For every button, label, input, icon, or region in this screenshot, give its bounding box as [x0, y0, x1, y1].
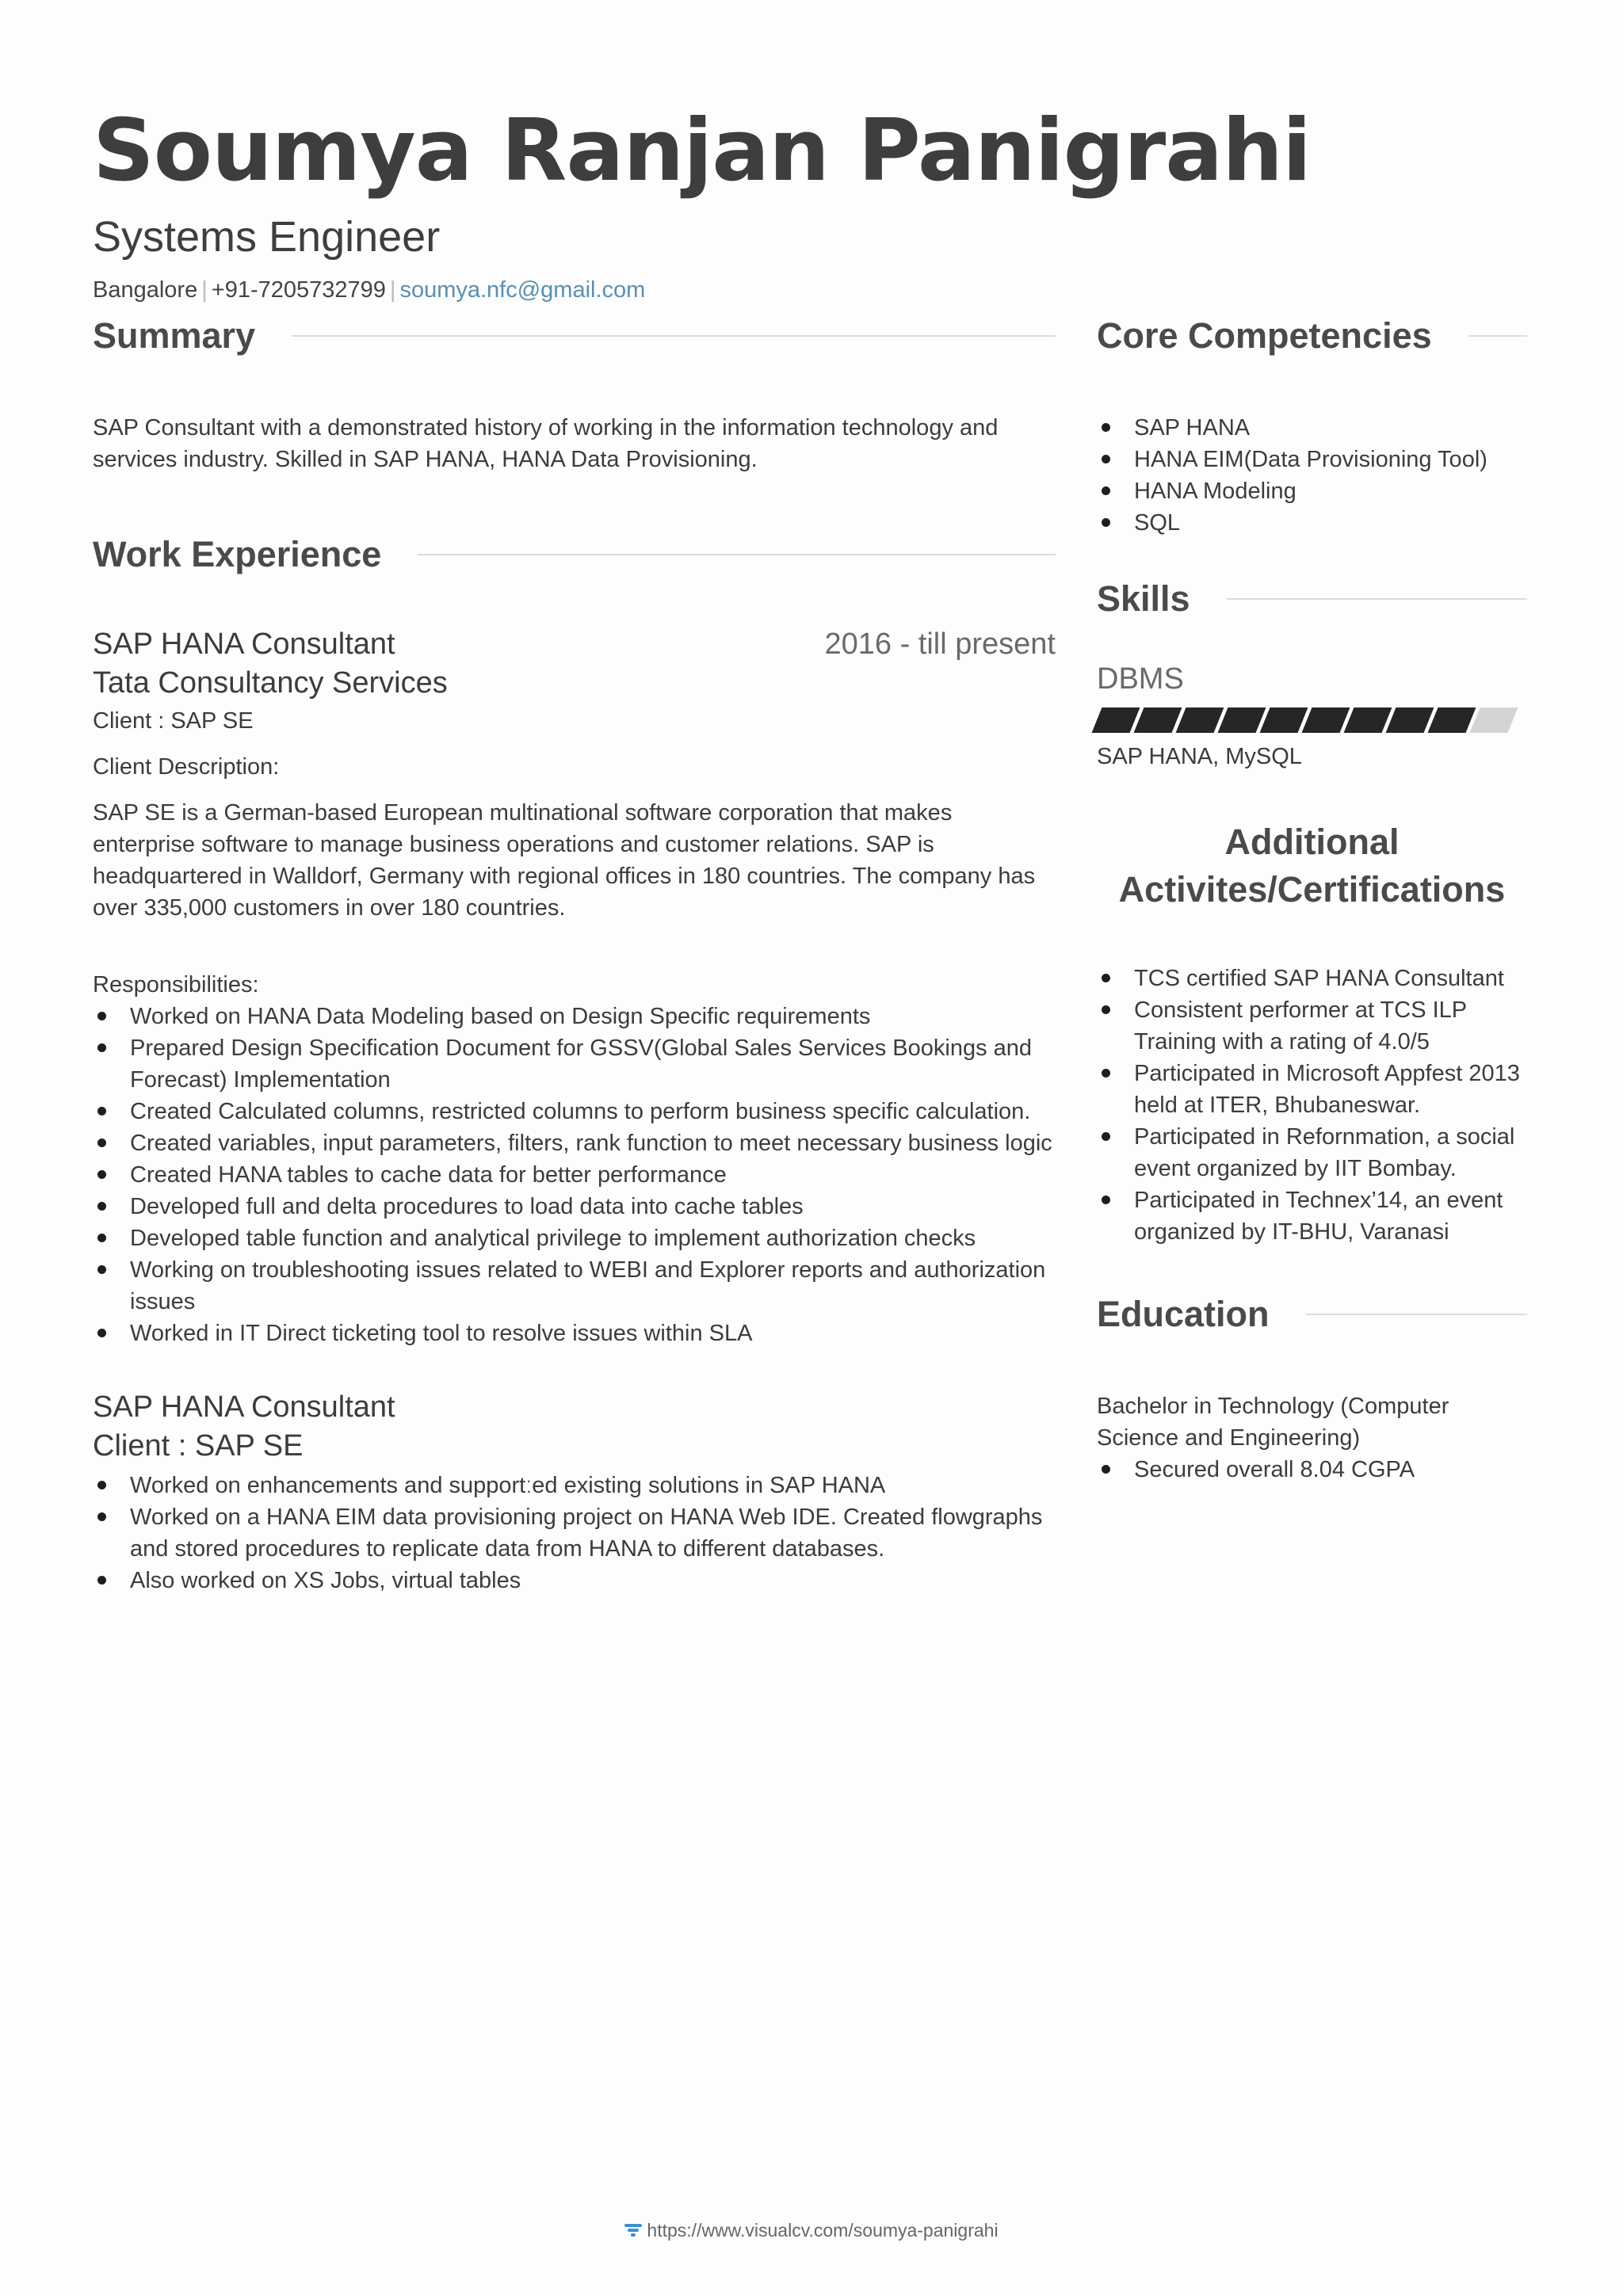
responsibilities-list: [93, 1001, 1056, 1349]
responsibilities-list: [93, 1470, 1056, 1596]
skills-section-header: [1097, 574, 1527, 624]
company-name: Tata Consultancy Services: [93, 666, 448, 700]
main-column: [93, 311, 1056, 1596]
client-description: SAP SE is a German-based European multinational software corporation that makes enterprise software to manage business operations and customer relations. SAP is headquartered in Walldorf, Germany with regional offices in 180 countries. The company has over 335,000 customers in over 180 countries.: [93, 800, 1036, 921]
profile-url-link[interactable]: https://www.visualcv.com/soumya-panigrahi: [647, 2220, 999, 2241]
job-entry: [93, 1390, 1056, 1596]
visualcv-logo-icon: [624, 2221, 642, 2242]
responsibilities-label: Responsibilities:: [93, 972, 259, 997]
company-name: Client : SAP SE: [93, 1429, 304, 1463]
list-item: Also worked on XS Jobs, virtual tables: [93, 1565, 1056, 1596]
job-entry: [93, 627, 1056, 1349]
list-item: Created HANA tables to cache data for better performance: [93, 1159, 1056, 1191]
list-item: SQL: [1097, 507, 1527, 539]
skill-level-bar: [1097, 707, 1527, 733]
activities-heading-line1: Additional: [1224, 822, 1400, 862]
separator: |: [201, 277, 208, 303]
skill-entry: [1097, 662, 1527, 772]
email-link[interactable]: soumya.nfc@gmail.com: [399, 277, 646, 303]
skill-segment-filled: [1386, 707, 1434, 733]
list-item: Worked in IT Direct ticketing tool to resolve issues within SLA: [93, 1318, 1056, 1349]
list-item: Created Calculated columns, restricted columns to perform business specific calculation.: [93, 1096, 1056, 1127]
list-item: Prepared Design Specification Document for GSSV(Global Sales Services Bookings and Forecast) Implementation: [93, 1032, 1056, 1096]
list-item: Developed full and delta procedures to load data into cache tables: [93, 1191, 1056, 1222]
list-item: HANA EIM(Data Provisioning Tool): [1097, 444, 1527, 475]
degree: Bachelor in Technology (Computer Science and Engineering): [1097, 1394, 1449, 1451]
list-item: Participated in Refornmation, a social event organized by IIT Bombay.: [1097, 1121, 1527, 1184]
summary-heading: Summary: [93, 315, 256, 356]
list-item: Worked on HANA Data Modeling based on Design Specific requirements: [93, 1001, 1056, 1032]
summary-text: SAP Consultant with a demonstrated history of working in the information technology and services industry. Skilled in SAP HANA, HANA Data Provisioning.: [93, 415, 999, 472]
section-divider: [1468, 335, 1527, 337]
skill-segment-filled: [1134, 707, 1182, 733]
skills-heading: Skills: [1097, 578, 1190, 619]
work-heading: Work Experience: [93, 534, 382, 574]
education-heading: Education: [1097, 1294, 1270, 1334]
list-item: Created variables, input parameters, filters, rank function to meet necessary business logic: [93, 1127, 1056, 1159]
list-item: Developed table function and analytical privilege to implement authorization checks: [93, 1222, 1056, 1254]
section-divider: [418, 554, 1056, 555]
list-item: Participated in Microsoft Appfest 2013 held at ITER, Bhubaneswar.: [1097, 1058, 1527, 1121]
competencies-heading: Core Competencies: [1097, 315, 1432, 356]
activities-list: [1097, 963, 1527, 1248]
job-title: SAP HANA Consultant: [93, 627, 395, 661]
skill-segment-filled: [1218, 707, 1266, 733]
work-section-header: [93, 529, 1056, 580]
location: Bangalore: [93, 277, 198, 303]
education-list: [1097, 1454, 1527, 1486]
list-item: SAP HANA: [1097, 412, 1527, 444]
skill-name: DBMS: [1097, 662, 1184, 696]
section-divider: [292, 335, 1056, 337]
sidebar-column: [1097, 311, 1527, 1486]
summary-section-header: [93, 311, 1056, 361]
competencies-section-header: [1097, 311, 1527, 361]
skill-segment-empty: [1470, 707, 1518, 733]
competencies-list: [1097, 412, 1527, 539]
section-divider: [1306, 1314, 1527, 1315]
job-title-headline: Systems Engineer: [93, 213, 441, 261]
client-description-label: Client Description:: [93, 754, 280, 780]
job-title: SAP HANA Consultant: [93, 1390, 395, 1424]
client-line: Client : SAP SE: [93, 708, 254, 734]
section-divider: [1227, 598, 1527, 600]
skill-segment-filled: [1092, 707, 1140, 733]
list-item: Working on troubleshooting issues related to WEBI and Explorer reports and authorization issues: [93, 1254, 1056, 1318]
footer: [0, 2220, 1623, 2242]
contact-line: [93, 277, 645, 303]
activities-heading-line2: Activites/Certifications: [1118, 869, 1506, 910]
list-item: Worked on enhancements and supportːed existing solutions in SAP HANA: [93, 1470, 1056, 1501]
list-item: Participated in Technex’14, an event organized by IT-BHU, Varanasi: [1097, 1184, 1527, 1248]
job-dates: 2016 - till present: [824, 627, 1056, 661]
skill-segment-filled: [1428, 707, 1476, 733]
separator: |: [389, 277, 396, 303]
skill-segment-filled: [1302, 707, 1350, 733]
list-item: Consistent performer at TCS ILP Training with a rating of 4.0/5: [1097, 994, 1527, 1058]
education-section-header: [1097, 1289, 1527, 1340]
list-item: Secured overall 8.04 CGPA: [1097, 1454, 1527, 1486]
activities-section-header: [1097, 818, 1527, 913]
skill-detail: SAP HANA, MySQL: [1097, 744, 1302, 769]
list-item: HANA Modeling: [1097, 475, 1527, 507]
candidate-name: Soumya Ranjan Panigrahi: [93, 101, 1311, 200]
skill-segment-filled: [1344, 707, 1392, 733]
skill-segment-filled: [1260, 707, 1308, 733]
list-item: TCS certified SAP HANA Consultant: [1097, 963, 1527, 994]
list-item: Worked on a HANA EIM data provisioning project on HANA Web IDE. Created flowgraphs and stored procedures to replicate data from HANA to different databases.: [93, 1501, 1056, 1565]
skill-segment-filled: [1176, 707, 1224, 733]
phone: +91-7205732799: [211, 277, 386, 303]
